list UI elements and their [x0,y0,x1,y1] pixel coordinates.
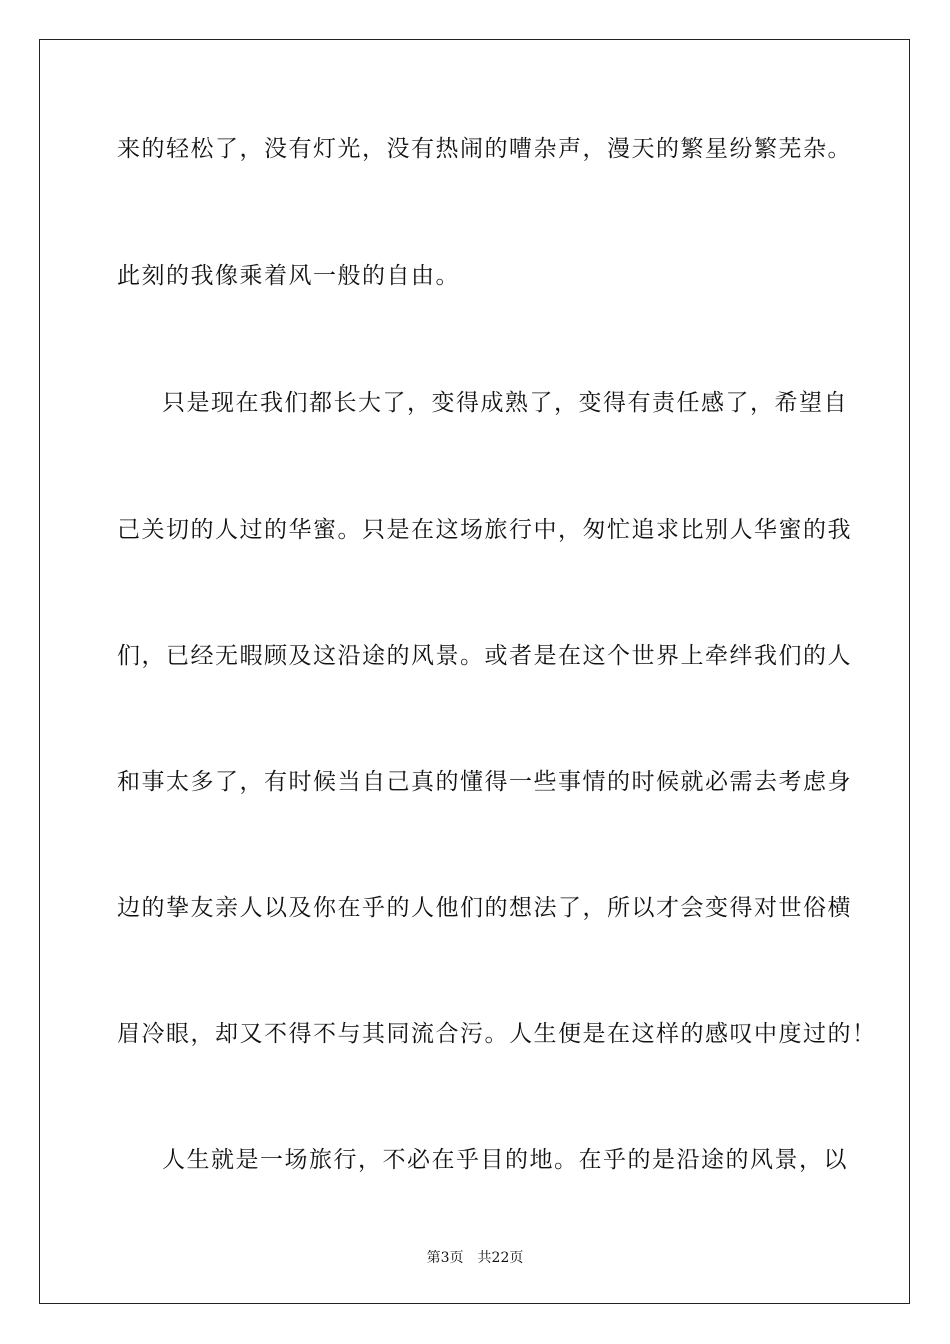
text-line-1: 来的轻松了，没有灯光，没有热闹的嘈杂声，漫天的繁星纷繁芜杂。 [117,136,852,162]
text-line-3: 只是现在我们都长大了，变得成熟了，变得有责任感了，希望自 [162,390,848,416]
page-border [39,39,910,1304]
page-total: 共22页 [477,1250,524,1266]
page-footer [0,1249,950,1267]
text-line-5: 们，已经无暇顾及这沿途的风景。或者是在这个世界上牵绊我们的人 [117,643,852,669]
text-line-2: 此刻的我像乘着风一般的自由。 [117,263,460,289]
text-line-9: 人生就是一场旅行，不必在乎目的地。在乎的是沿途的风景，以 [162,1147,848,1173]
text-line-4: 己关切的人过的华蜜。只是在这场旅行中，匆忙追求比别人华蜜的我 [117,517,852,543]
text-line-8: 眉冷眼，却又不得不与其同流合污。人生便是在这样的感叹中度过的！ [117,1021,877,1047]
text-line-6: 和事太多了，有时候当自己真的懂得一些事情的时候就必需去考虑身 [117,769,852,795]
text-line-7: 边的挚友亲人以及你在乎的人他们的想法了，所以才会变得对世俗横 [117,895,852,921]
page-number: 第3页 [426,1250,464,1266]
